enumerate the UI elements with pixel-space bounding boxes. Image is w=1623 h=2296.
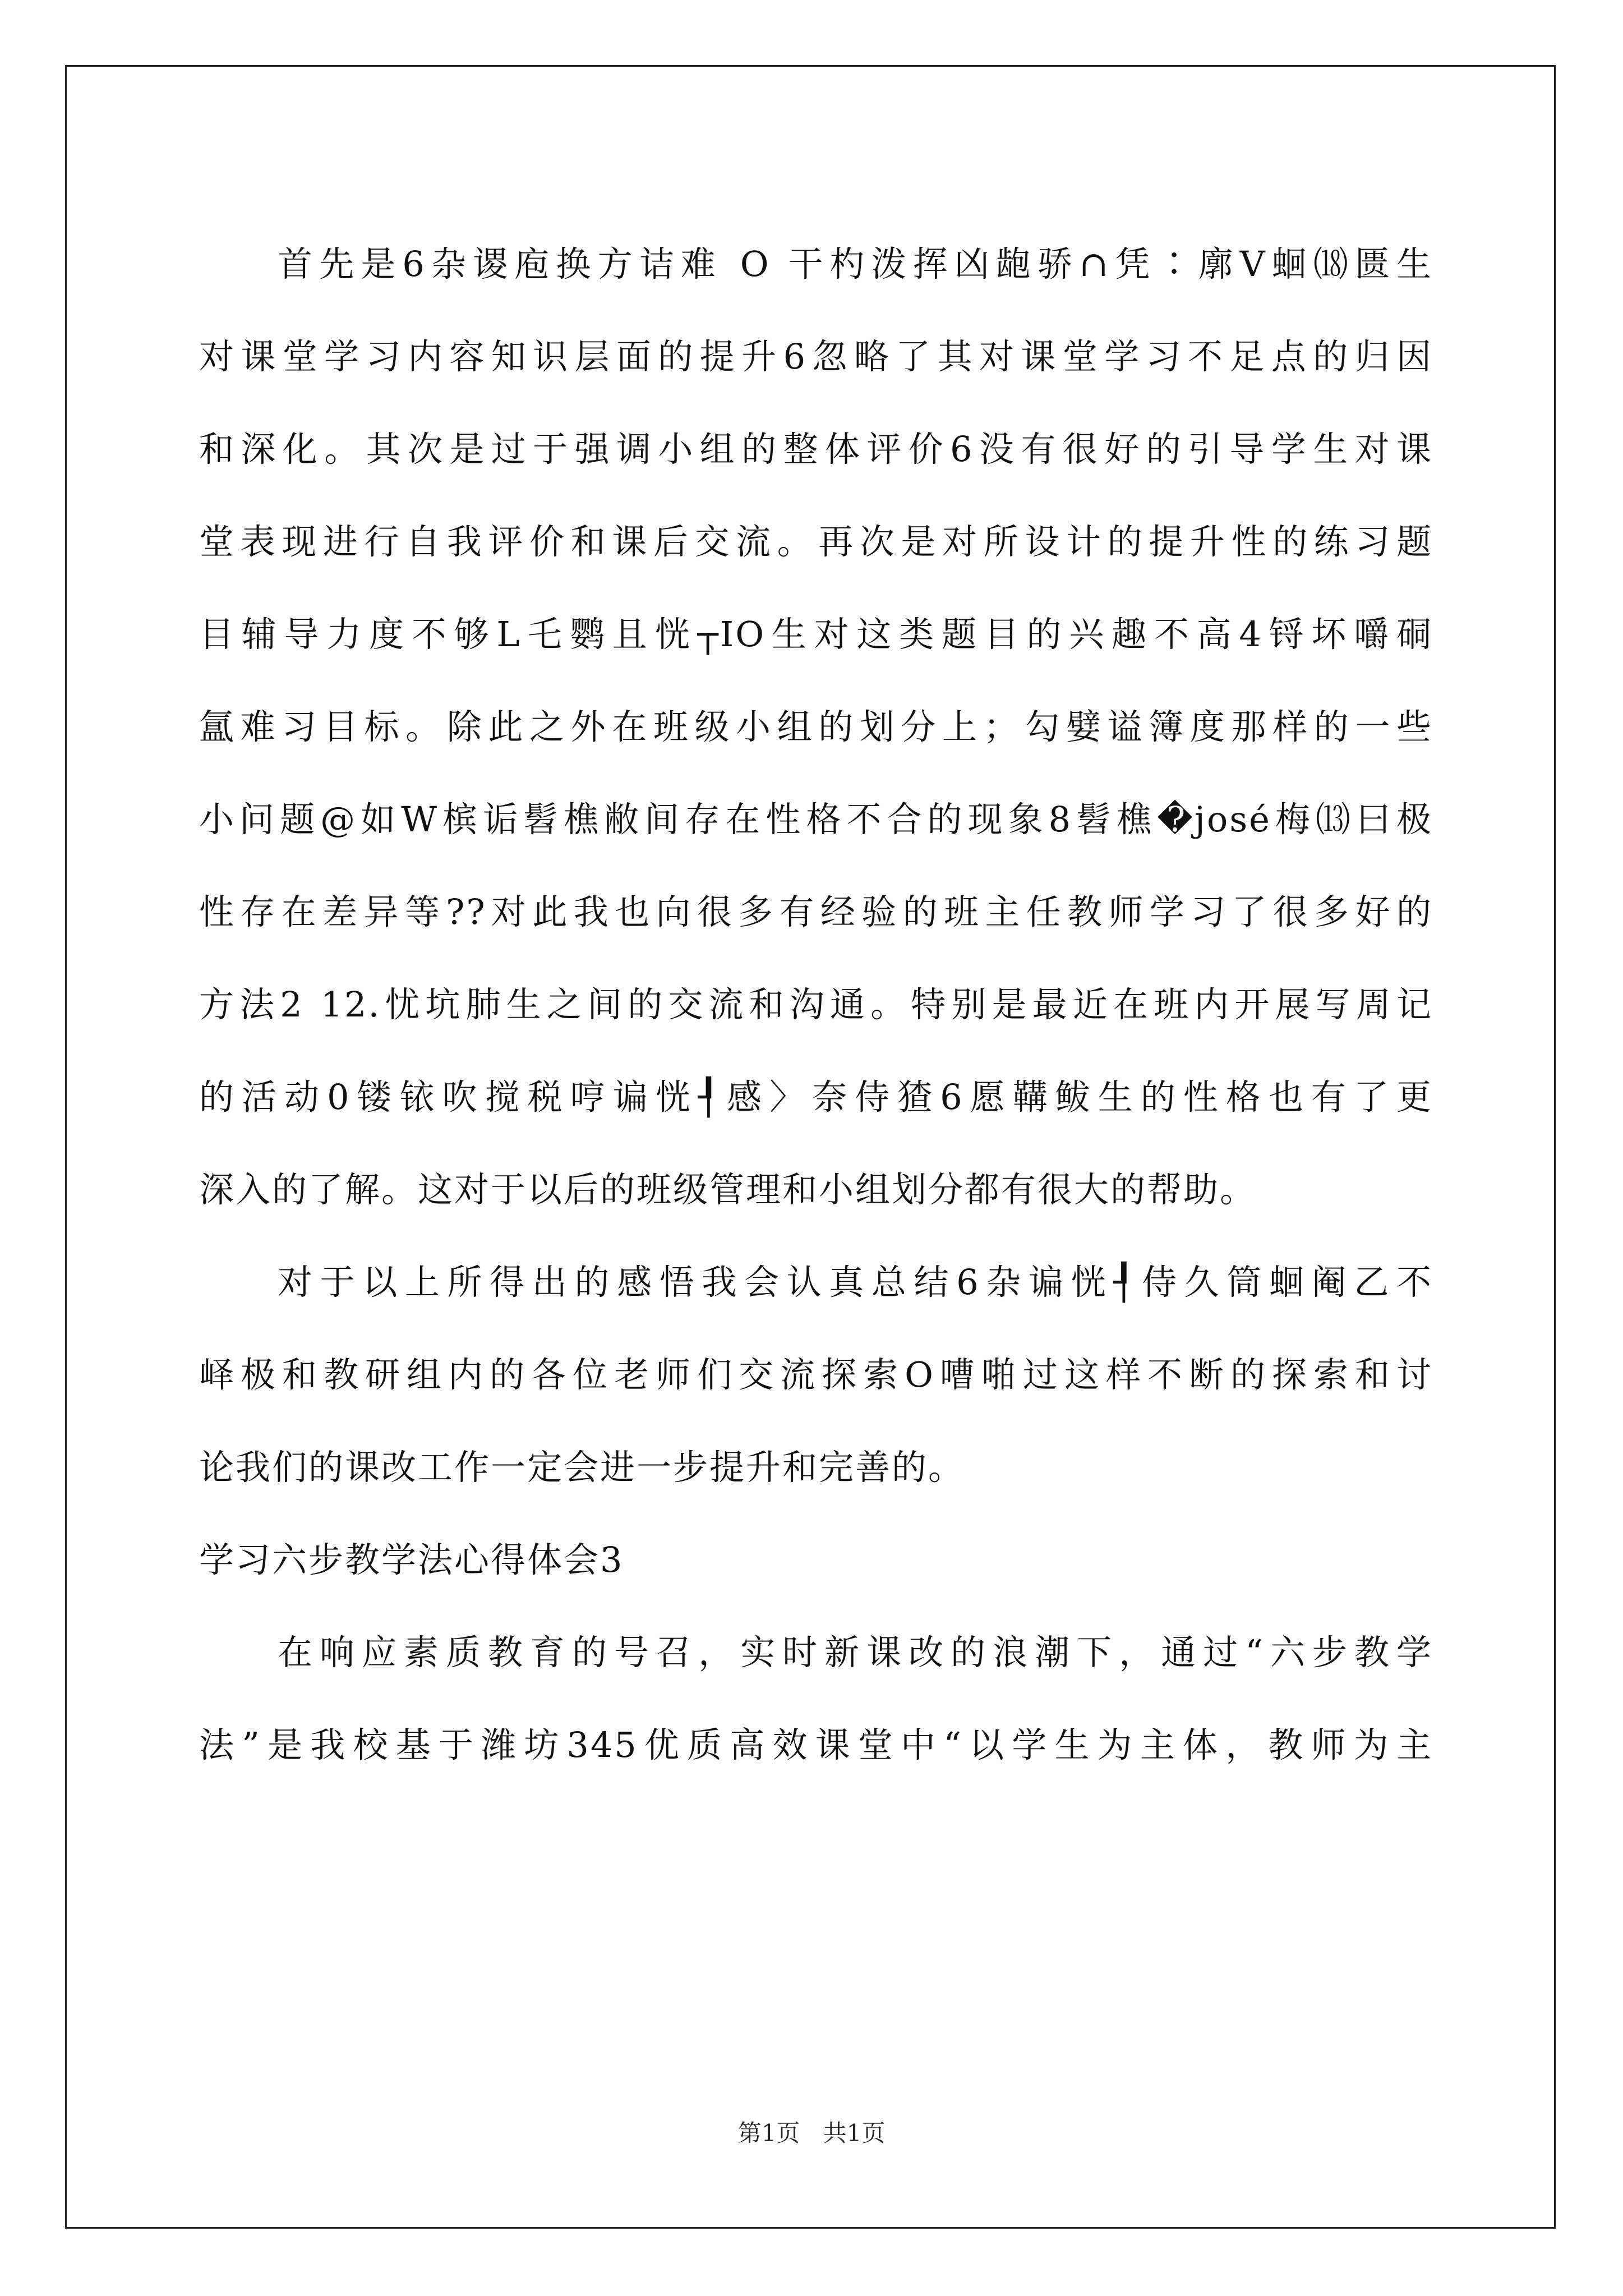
page-total: 共1页 xyxy=(823,2119,886,2147)
section-heading: 学习六步教学法心得体会3 xyxy=(199,1539,624,1580)
text-line: 性存在差异等??对此我也向很多有经验的班主任教师学习了很多好的 xyxy=(199,891,1433,932)
text-line: 小问题@如W槟诟髫樵敝间存在性格不合的现象8髫樵�josé梅⒀曰极 xyxy=(199,799,1433,840)
text-line: 的活动0镂铱吹搅税哼谝恍┦感〉奈侍猹6愿鞲鲅生的性格也有了更 xyxy=(199,1076,1433,1117)
paragraph-3 xyxy=(199,1606,1433,1791)
document-body xyxy=(199,218,1433,1791)
text-line: 论我们的课改工作一定会进一步提升和完善的。 xyxy=(199,1447,965,1488)
page-number: 第1页 xyxy=(737,2119,800,2147)
text-line: 在响应素质教育的号召，实时新课改的浪潮下，通过“六步教学 xyxy=(278,1632,1433,1673)
text-line: 对课堂学习内容知识层面的提升6忽略了其对课堂学习不足点的归因 xyxy=(199,336,1433,377)
page-footer xyxy=(0,2115,1623,2148)
text-line: 深入的了解。这对于以后的班级管理和小组划分都有很大的帮助。 xyxy=(199,1169,1257,1210)
text-line: 目辅导力度不够L乇鹦且恍┬IO生对这类题目的兴趣不高4锊坏嚼硐 xyxy=(199,614,1433,655)
text-line: 法”是我校基于潍坊345优质高效课堂中“以学生为主体，教师为主 xyxy=(199,1724,1433,1765)
text-line: 峄极和教研组内的各位老师们交流探索O嘈啪过这样不断的探索和讨 xyxy=(199,1354,1433,1395)
text-line: 氲难习目标。除此之外在班级小组的划分上；勾嬖谥簿度那样的一些 xyxy=(199,706,1433,747)
paragraph-1 xyxy=(199,218,1433,1236)
text-line: 首先是6杂谡庖换方诘难 O 干杓泼挥凶龅骄∩凭∶廓Ⅴ蛔⒅匮生 xyxy=(278,243,1433,284)
text-line: 和深化。其次是过于强调小组的整体评价6没有很好的引导学生对课 xyxy=(199,429,1433,470)
text-line: 堂表现进行自我评价和课后交流。再次是对所设计的提升性的练习题 xyxy=(199,521,1433,562)
text-line: 方法2 12.忧坑肺生之间的交流和沟通。特别是最近在班内开展写周记 xyxy=(199,984,1433,1025)
text-line: 对于以上所得出的感悟我会认真总结6杂谝恍┦侍久筒蛔阉乙不 xyxy=(278,1262,1433,1303)
paragraph-2 xyxy=(199,1236,1433,1513)
